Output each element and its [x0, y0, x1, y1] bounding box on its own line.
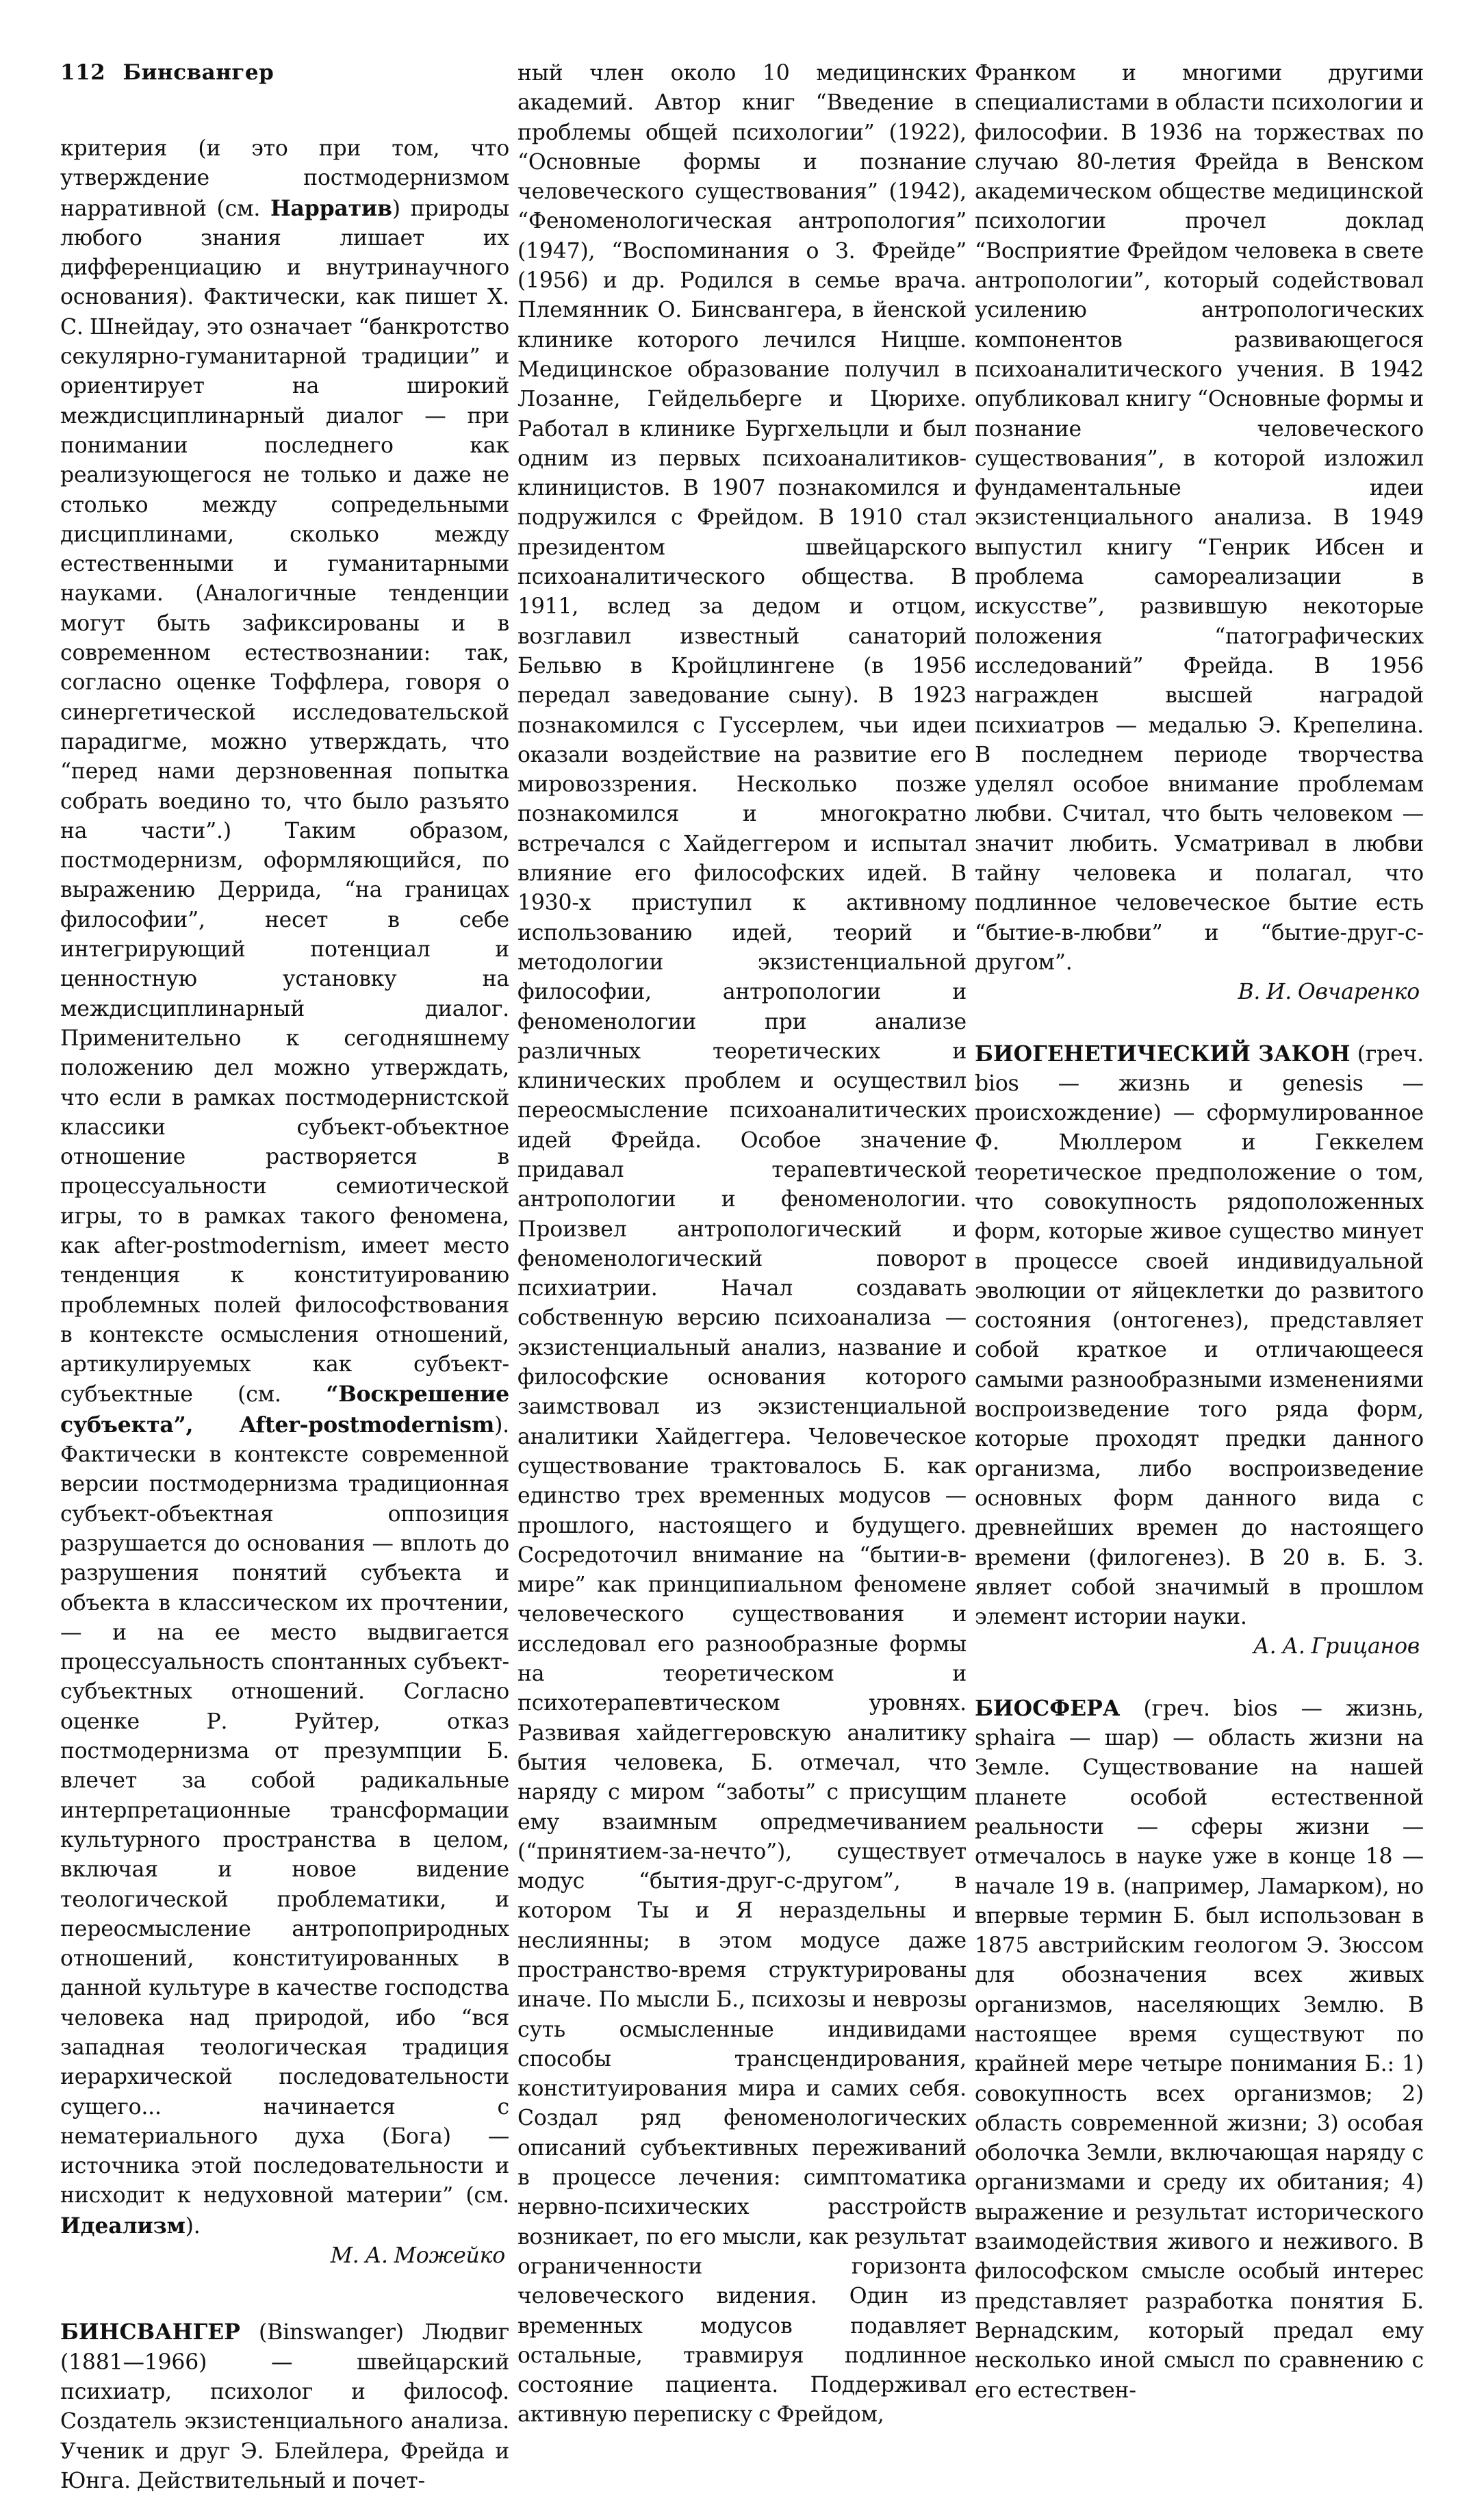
- entry-biosphere: [975, 1694, 1424, 2406]
- body-text: (греч. bios — жизнь, sphaira — шар) — область жизни на Земле. Существование на нашей планете особой естественной реальности — сферы жизни — отмечалось в науке уже в конце 18 — начале 19 в. (например, Ламарком), но впервые термин Б. был использован в 1875 австрийским геологом Э. Зюссом для обозначения всех живых организмов, населяющих Землю. В настоящее время существуют по крайней мере четыре понимания Б.: 1) совокупность всех организмов; 2) область современной жизни; 3) особая оболочка Земли, включающая наряду с организмами и среду их обитания; 4) выражение и результат исторического взаимодействия живого и неживого. В философском смысле особый интерес представляет разработка понятия Б. Вернадским, который предал ему несколько иной смысл по сравнению с его естествен-: [975, 1696, 1424, 2403]
- entry-binswanger: [60, 2317, 509, 2496]
- column-right: [975, 59, 1424, 2406]
- headword: БИОГЕНЕТИЧЕСКИЙ ЗАКОН: [975, 1041, 1351, 1067]
- body-text: ) природы любого знания лишает их дифференциацию и внутринаучного основания). Фактически, как пишет X. С. Шнейдау, это означает “банкротство секулярно-гуманитарной традиции” и ориентирует на широкий междисциплинарный диалог — при понимании последнего как реализующегося не только и даже не столько между сопредельными дисциплинами, сколько между естественными и гуманитарными науками. (Аналогичные тенденции могут быть зафиксированы и в современном естествознании: так, согласно оценке Тоффлера, говоря о синергетической исследовательской парадигме, можно утверждать, что “перед нами дерзновенная попытка собрать воедино то, что было разъято на части”.) Таким образом, постмодернизм, оформляющийся, по выражению Деррида, “на границах философии”, несет в себе интегрирующий потенциал и ценностную установку на междисциплинарный диалог. Применительно к сегодняшнему положению дел можно утверждать, что если в рамках постмодернистской классики субъект-объектное отношение растворяется в процессуальности семиотической игры, то в рамках такого феномена, как after-postmodernism, имеет место тенденция к конституированию проблемных полей философствования в контексте осмысления отношений, артикулируемых как субъект-субъектные (см.: [60, 196, 509, 1408]
- running-head: [60, 60, 274, 85]
- running-title: Бинсвангер: [123, 60, 274, 85]
- column-left: [60, 134, 509, 2496]
- cross-reference: “Воскрешение субъекта”, After-postmodernism: [60, 1381, 509, 1438]
- body-text: критерия (и это при том, что утверждение постмодернизмом нарративной (см.: [60, 136, 509, 221]
- headword: БИОСФЕРА: [975, 1695, 1121, 1721]
- entry-biogenetic-law: [975, 1039, 1424, 1633]
- author-signature: А. А. Грицанов: [1253, 1634, 1420, 1659]
- author-signature: М. А. Можейко: [330, 2243, 505, 2269]
- body-text: (греч. bios — жизнь и genesis — происхождение) — сформулированное Ф. Мюллером и Геккелем теоретическое предположение о том, что совокупность рядоположенных форм, которые живое существо минует в процессе своей индивидуальной эволюции от яйцеклетки до развитого состояния (онтогенез), представляет собой краткое и отличающееся самыми разнообразными изменениями воспроизведение того ряда форм, которые проходят предки данного организма, либо воспроизведение основных форм данного вида с древнейших времен до настоящего времени (филогенез). В 20 в. Б. З. являет собой значимый в прошлом элемент истории науки.: [975, 1041, 1424, 1630]
- headword: БИНСВАНГЕР: [60, 2319, 240, 2345]
- page-number: 112: [60, 60, 106, 85]
- author-signature: В. И. Овчаренко: [1238, 980, 1420, 1005]
- entry-binswanger-end: Франком и многими другими специалистами в области психологии и философии. В 1936 на торжествах по случаю 80-летия Фрейда в Венском академическом обществе медицинской психологии прочел доклад “Восприятие Фрейдом человека в свете антропологии”, который содействовал усилению антропологических компонентов развивающегося психоаналитического учения. В 1942 опубликовал книгу “Основные формы и познание человеческого существования”, в которой изложил фундаментальные идеи экзистенциального анализа. В 1949 выпустил книгу “Генрик Ибсен и проблема самореализации в искусстве”, развившую некоторые положения “патографических исследований” Фрейда. В 1956 награжден высшей наградой психиатров — медалью Э. Крепелина. В последнем периоде творчества уделял особое внимание проблемам любви. Считал, что быть человеком — значит любить. Усматривал в любви тайну человека и полагал, что подлинное человеческое бытие есть “бытие-в-любви” и “бытие-друг-с-другом”.: [975, 61, 1424, 975]
- body-text: (Binswanger) Людвиг (1881—1966) — швейцарский психиатр, психолог и философ. Создатель экзистенциального анализа. Ученик и друг Э. Блейлера, Фрейда и Юнга. Действительный и почет-: [60, 2320, 509, 2493]
- body-text: ).: [185, 2213, 201, 2239]
- cross-reference: Нарратив: [270, 195, 392, 221]
- spacer: [60, 2271, 509, 2317]
- column-middle: [517, 59, 967, 2430]
- spacer: [975, 1662, 1424, 1694]
- entry-binswanger-continued: ный член около 10 медицинских академий. Автор книг “Введение в проблемы общей психологии” (1922), “Основные формы и познание человеческого существования” (1942), “Феноменологическая антропология” (1947), “Воспоминания о З. Фрейде” (1956) и др. Родился в семье врача. Племянник О. Бинсвангера, в йенской клинике которого лечился Ницше. Медицинское образование получил в Лозанне, Гейдельберге и Цюрихе. Работал в клинике Бургхельцли и был одним из первых психоаналитиков-клиницистов. В 1907 познакомился и подружился с Фрейдом. В 1910 стал президентом швейцарского психоаналитического общества. В 1911, вслед за дедом и отцом, возглавил известный санаторий Бельвю в Кройцлингене (в 1956 передал заведование сыну). В 1923 познакомился с Гуссерлем, чьи идеи оказали воздействие на развитие его мировоззрения. Несколько позже познакомился и многократно встречался с Хайдеггером и испытал влияние его философских идей. В 1930-х приступил к активному использованию идей, теорий и методологии экзистенциальной философии, антропологии и феноменологии при анализе различных теоретических и клинических проблем и осуществил переосмысление психоаналитических идей Фрейда. Особое значение придавал терапевтической антропологии и феноменологии. Произвел антропологический и феноменологический поворот психиатрии. Начал создавать собственную версию психоанализа — экзистенциальный анализ, название и философские основания которого заимствовал из экзистенциальной аналитики Хайдеггера. Человеческое существование трактовалось Б. как единство трех временных модусов — прошлого, настоящего и будущего. Сосредоточил внимание на “бытии-в-мире” как принципиальном феномене человеческого существования и исследовал его разнообразные формы на теоретическом и психотерапевтическом уровнях. Развивая хайдеггеровскую аналитику бытия человека, Б. отмечал, что наряду с миром “заботы” с присущим ему взаимным опредмечиванием (“принятием-за-нечто”), существует модус “бытия-друг-с-другом”, в котором Ты и Я нераздельны и неслиянны; в этом модусе даже пространство-время структурированы иначе. По мысли Б., психозы и неврозы суть осмысленные индивидами способы трансцендирования, конституирования мира и самих себя. Создал ряд феноменологических описаний субъективных переживаний в процессе лечения: симптоматика нервно-психических расстройств возникает, по его мысли, как результат ограниченности горизонта человеческого видения. Один из временных модусов подавляет остальные, травмируя подлинное состояние пациента. Поддерживал активную переписку с Фрейдом,: [517, 61, 967, 2428]
- article-continuation: [60, 134, 509, 2241]
- cross-reference: Идеализм: [60, 2213, 186, 2239]
- body-text: ). Фактически в контексте современной версии постмодернизма традиционная субъект-объектная оппозиция разрушается до основания — вплоть до разрушения понятий субъекта и объекта в классическом их прочтении, — и на ее место выдвигается процессуальность спонтанных субъект-субъектных отношений. Согласно оценке Р. Руйтер, отказ постмодернизма от презумпции Б. влечет за собой радикальные интерпретационные трансформации культурного пространства в целом, включая и новое видение теологической проблематики, и переосмысление антропоприродных отношений, конституированных в данной культуре в качестве господства человека над природой, ибо “вся западная теологическая традиция иерархической последовательности сущего... начинается с нематериального духа (Бога) — источника этой последовательности и нисходит к недуховной материи” (см.: [60, 1412, 509, 2208]
- spacer: [975, 1008, 1424, 1039]
